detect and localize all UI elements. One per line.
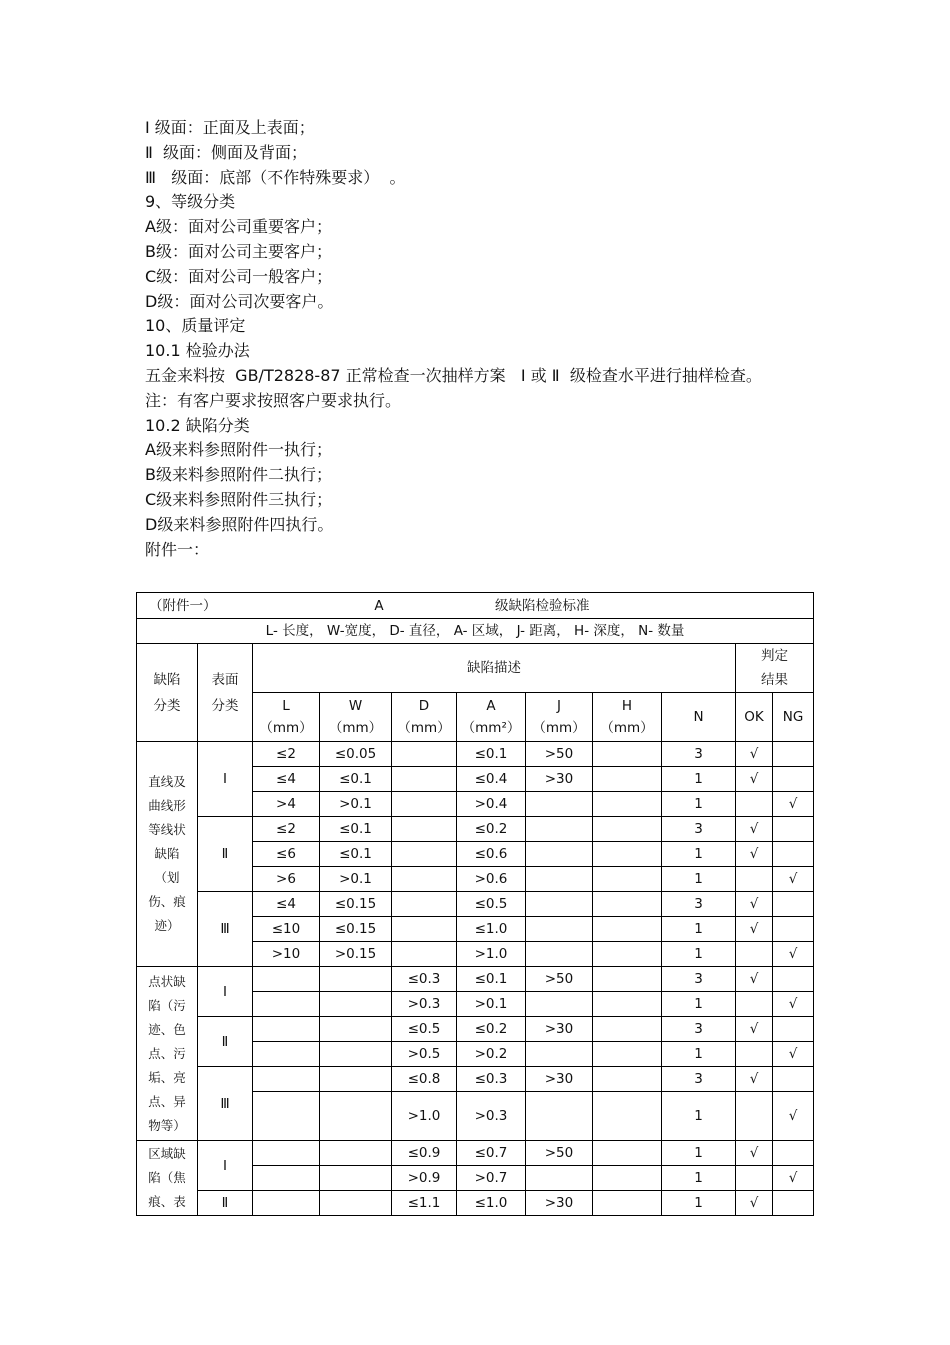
table-cell: √ <box>736 742 773 767</box>
table-cell: >0.1 <box>457 992 526 1017</box>
table-cell <box>593 742 662 767</box>
table-cell <box>593 992 662 1017</box>
surface-level-cell: Ⅰ <box>198 1141 253 1191</box>
table-cell <box>593 1191 662 1216</box>
table-cell: ≤0.15 <box>320 892 392 917</box>
table-cell <box>526 892 593 917</box>
table-cell: 1 <box>662 1092 736 1141</box>
table-cell: >0.6 <box>457 867 526 892</box>
table-cell <box>392 817 457 842</box>
header-col-code: L <box>282 698 290 714</box>
table-cell: >6 <box>253 867 320 892</box>
table-cell <box>253 1042 320 1067</box>
table-cell <box>526 917 593 942</box>
table-cell <box>773 917 814 942</box>
table-cell <box>773 842 814 867</box>
table-cell: 1 <box>662 992 736 1017</box>
table-cell: √ <box>736 842 773 867</box>
table-cell <box>253 1191 320 1216</box>
header-col-w <box>320 693 392 742</box>
table-row <box>137 1017 814 1042</box>
table-cell <box>526 792 593 817</box>
table-cell <box>253 967 320 992</box>
table-cell: 3 <box>662 742 736 767</box>
text-line: C级：面对公司一般客户； <box>145 266 333 286</box>
table-cell <box>593 1092 662 1141</box>
table-cell: ≤0.1 <box>457 967 526 992</box>
table-cell: >0.15 <box>320 942 392 967</box>
table-cell: √ <box>736 1017 773 1042</box>
text-line: Ⅲ 级面：底部（不作特殊要求） 。 <box>145 167 406 187</box>
table-cell <box>736 867 773 892</box>
table-cell: √ <box>773 867 814 892</box>
table-cell: ≤0.05 <box>320 742 392 767</box>
table-cell <box>736 942 773 967</box>
table-cell: >1.0 <box>392 1092 457 1141</box>
table-title-grade: A <box>374 597 384 614</box>
table-cell: >50 <box>526 742 593 767</box>
table-cell <box>736 1166 773 1191</box>
table-cell: ≤0.6 <box>457 842 526 867</box>
table-cell: √ <box>773 1042 814 1067</box>
table-cell <box>773 1141 814 1166</box>
table-cell <box>593 1166 662 1191</box>
defect-class-cell: 直线及曲线形等线状缺陷（划伤、痕迹） <box>137 742 198 967</box>
header-col-l <box>253 693 320 742</box>
table-cell <box>320 1017 392 1042</box>
table-cell <box>253 1166 320 1191</box>
text-line: 10.1 检验办法 <box>145 341 250 361</box>
header-col-code: A <box>486 698 496 714</box>
header-col-unit: （mm） <box>600 720 654 736</box>
text-line: Ⅱ 级面：侧面及背面； <box>145 142 308 162</box>
table-row <box>137 742 814 767</box>
header-col-code: W <box>348 698 363 714</box>
table-cell: ≤1.1 <box>392 1191 457 1216</box>
table-cell: >30 <box>526 1067 593 1092</box>
surface-level-cell: Ⅱ <box>198 1191 253 1216</box>
header-col-unit: （mm²） <box>461 720 521 736</box>
defect-standard-table <box>136 592 814 1216</box>
text-line: C级来料参照附件三执行； <box>145 489 333 509</box>
table-cell: >4 <box>253 792 320 817</box>
table-cell: ≤0.3 <box>392 967 457 992</box>
table-cell <box>392 842 457 867</box>
table-cell <box>736 992 773 1017</box>
table-cell: ≤2 <box>253 742 320 767</box>
table-cell <box>526 817 593 842</box>
surface-level-cell: Ⅰ <box>198 967 253 1017</box>
table-row <box>137 1067 814 1092</box>
text-line: D级来料参照附件四执行。 <box>145 514 334 534</box>
table-cell <box>593 1067 662 1092</box>
table-cell <box>526 1166 593 1191</box>
table-cell: √ <box>736 1067 773 1092</box>
table-cell: >30 <box>526 767 593 792</box>
table-cell <box>773 1067 814 1092</box>
table-cell <box>253 1067 320 1092</box>
header-ok: OK <box>736 693 773 742</box>
table-cell <box>392 942 457 967</box>
table-cell: ≤6 <box>253 842 320 867</box>
table-cell: 3 <box>662 1067 736 1092</box>
table-cell <box>320 1067 392 1092</box>
table-cell <box>736 1092 773 1141</box>
table-cell: 1 <box>662 1191 736 1216</box>
table-title-text: 级缺陷检验标准 <box>495 597 590 614</box>
defect-class-cell: 区域缺陷（焦痕、表 <box>137 1141 198 1216</box>
table-cell: √ <box>736 767 773 792</box>
table-cell <box>773 742 814 767</box>
table-cell: ≤0.1 <box>320 767 392 792</box>
header-col-code: D <box>418 698 430 714</box>
table-cell <box>593 942 662 967</box>
table-header-row-1 <box>137 644 814 693</box>
text-line: 附件一： <box>145 539 210 559</box>
table-cell: 1 <box>662 842 736 867</box>
table-cell: 1 <box>662 767 736 792</box>
table-cell: ≤4 <box>253 892 320 917</box>
header-col-unit: （mm） <box>532 720 586 736</box>
header-col-unit: （mm） <box>328 720 383 736</box>
text-block <box>145 116 825 562</box>
table-cell: √ <box>736 1191 773 1216</box>
surface-level-cell: Ⅲ <box>198 1067 253 1141</box>
table-cell <box>593 1042 662 1067</box>
header-surface-class: 表面分类 <box>198 644 253 742</box>
text-line: D级：面对公司次要客户。 <box>145 291 334 311</box>
table-cell <box>392 892 457 917</box>
table-cell <box>593 842 662 867</box>
header-col-code: H <box>621 698 633 714</box>
header-col-unit: （mm） <box>259 720 313 736</box>
table-cell <box>392 792 457 817</box>
table-title-prefix: （附件一） <box>149 597 217 614</box>
table-cell <box>736 1042 773 1067</box>
text-line: 五金来料按 GB/T2828-87 正常检查一次抽样方案 Ⅰ 或 Ⅱ 级检查水平进行抽样检查。 <box>145 365 762 385</box>
table-cell <box>392 917 457 942</box>
table-cell: √ <box>773 1092 814 1141</box>
table-cell: √ <box>773 792 814 817</box>
table-cell: ≤0.4 <box>457 767 526 792</box>
table-legend-row <box>137 619 814 644</box>
table-cell: √ <box>773 942 814 967</box>
table-cell <box>526 1092 593 1141</box>
header-col-d <box>392 693 457 742</box>
surface-level-cell: Ⅰ <box>198 742 253 817</box>
table-cell: >0.5 <box>392 1042 457 1067</box>
table-cell: √ <box>773 1166 814 1191</box>
table-cell: ≤1.0 <box>457 1191 526 1216</box>
header-col-h <box>593 693 662 742</box>
table-cell: 3 <box>662 967 736 992</box>
surface-level-cell: Ⅱ <box>198 1017 253 1067</box>
table-row <box>137 892 814 917</box>
table-row <box>137 1191 814 1216</box>
table-cell: >0.3 <box>392 992 457 1017</box>
table-cell <box>526 992 593 1017</box>
table-cell: 1 <box>662 942 736 967</box>
header-col-a <box>457 693 526 742</box>
table-cell <box>773 967 814 992</box>
table-cell <box>320 1166 392 1191</box>
table-cell <box>320 1042 392 1067</box>
table-cell: ≤0.2 <box>457 817 526 842</box>
table-cell: ≤0.1 <box>457 742 526 767</box>
table-cell: ≤0.8 <box>392 1067 457 1092</box>
table-cell <box>773 817 814 842</box>
table-cell: >0.9 <box>392 1166 457 1191</box>
table-cell: √ <box>773 992 814 1017</box>
table-cell: 1 <box>662 1166 736 1191</box>
table-cell <box>526 942 593 967</box>
table-row <box>137 967 814 992</box>
table-cell: >30 <box>526 1017 593 1042</box>
table-cell: ≤0.1 <box>320 817 392 842</box>
table-cell <box>593 967 662 992</box>
table-cell <box>773 1191 814 1216</box>
table-cell <box>773 767 814 792</box>
table-cell: 3 <box>662 817 736 842</box>
text-line: A级来料参照附件一执行； <box>145 440 332 460</box>
table-cell: 1 <box>662 1141 736 1166</box>
surface-level-cell: Ⅲ <box>198 892 253 967</box>
defect-class-cell: 点状缺陷（污迹、色点、污垢、亮点、异物等） <box>137 967 198 1141</box>
table-cell: >0.2 <box>457 1042 526 1067</box>
table-cell: 3 <box>662 1017 736 1042</box>
table-cell: 3 <box>662 892 736 917</box>
table-cell: ≤0.3 <box>457 1067 526 1092</box>
table-cell <box>320 1141 392 1166</box>
header-defect-desc: 缺陷描述 <box>253 644 736 693</box>
text-line: 注：有客户要求按照客户要求执行。 <box>145 390 402 410</box>
text-line: A级：面对公司重要客户； <box>145 217 332 237</box>
header-n: N <box>662 693 736 742</box>
table-cell <box>320 1191 392 1216</box>
table-cell: ≤0.5 <box>392 1017 457 1042</box>
table-cell: √ <box>736 917 773 942</box>
table-cell: >0.1 <box>320 792 392 817</box>
table-cell: >30 <box>526 1191 593 1216</box>
text-line: 9、等级分类 <box>145 192 236 212</box>
table-cell: ≤0.2 <box>457 1017 526 1042</box>
table-cell <box>526 1042 593 1067</box>
table-cell <box>773 892 814 917</box>
header-judgement: 判定结果 <box>736 644 814 693</box>
table-cell: >1.0 <box>457 942 526 967</box>
table-cell <box>253 992 320 1017</box>
table-cell <box>593 867 662 892</box>
text-line: 10.2 缺陷分类 <box>145 415 250 435</box>
table-cell: √ <box>736 817 773 842</box>
table-cell: ≤0.9 <box>392 1141 457 1166</box>
header-ng: NG <box>773 693 814 742</box>
table-cell: >10 <box>253 942 320 967</box>
table-row <box>137 1141 814 1166</box>
header-col-code: J <box>557 698 561 714</box>
table-cell: ≤0.7 <box>457 1141 526 1166</box>
table-cell <box>392 867 457 892</box>
table-cell: >0.3 <box>457 1092 526 1141</box>
table-cell <box>320 967 392 992</box>
text-line: B级：面对公司主要客户； <box>145 241 332 261</box>
table-cell: >0.7 <box>457 1166 526 1191</box>
table-cell: ≤2 <box>253 817 320 842</box>
table-cell <box>736 792 773 817</box>
table-cell <box>593 767 662 792</box>
table-cell <box>320 992 392 1017</box>
table-cell: ≤4 <box>253 767 320 792</box>
table-cell: 1 <box>662 1042 736 1067</box>
table-cell: ≤0.15 <box>320 917 392 942</box>
table-cell <box>253 1141 320 1166</box>
table-cell: >0.4 <box>457 792 526 817</box>
table-cell: √ <box>736 967 773 992</box>
table-cell <box>593 917 662 942</box>
header-col-j <box>526 693 593 742</box>
table-cell <box>593 1017 662 1042</box>
table-cell <box>593 892 662 917</box>
table-cell: ≤1.0 <box>457 917 526 942</box>
table-cell: 1 <box>662 917 736 942</box>
table-title-row <box>137 593 814 619</box>
table-cell: ≤0.5 <box>457 892 526 917</box>
header-col-unit: （mm） <box>397 720 451 736</box>
table-cell: √ <box>736 892 773 917</box>
table-cell: >0.1 <box>320 867 392 892</box>
table-cell <box>253 1092 320 1141</box>
table-cell <box>593 1141 662 1166</box>
header-defect-class: 缺陷分类 <box>137 644 198 742</box>
table-cell <box>526 842 593 867</box>
table-cell <box>392 767 457 792</box>
table-cell: ≤0.1 <box>320 842 392 867</box>
table-cell <box>392 742 457 767</box>
table-cell: >50 <box>526 1141 593 1166</box>
surface-level-cell: Ⅱ <box>198 817 253 892</box>
table-cell: >50 <box>526 967 593 992</box>
text-line: Ⅰ 级面：正面及上表面； <box>145 118 315 137</box>
table-row <box>137 817 814 842</box>
table-cell <box>593 792 662 817</box>
table-cell: √ <box>736 1141 773 1166</box>
table-cell <box>320 1092 392 1141</box>
table-cell: ≤10 <box>253 917 320 942</box>
table-cell <box>773 1017 814 1042</box>
text-line: B级来料参照附件二执行； <box>145 465 332 485</box>
table-legend: L- 长度， W-宽度， D- 直径， A- 区域， J- 距离， H- 深度， N- 数量 <box>137 619 814 644</box>
table-cell <box>253 1017 320 1042</box>
table-cell: 1 <box>662 792 736 817</box>
text-line: 10、质量评定 <box>145 316 246 336</box>
table-cell <box>526 867 593 892</box>
table-cell <box>593 817 662 842</box>
table-cell: 1 <box>662 867 736 892</box>
